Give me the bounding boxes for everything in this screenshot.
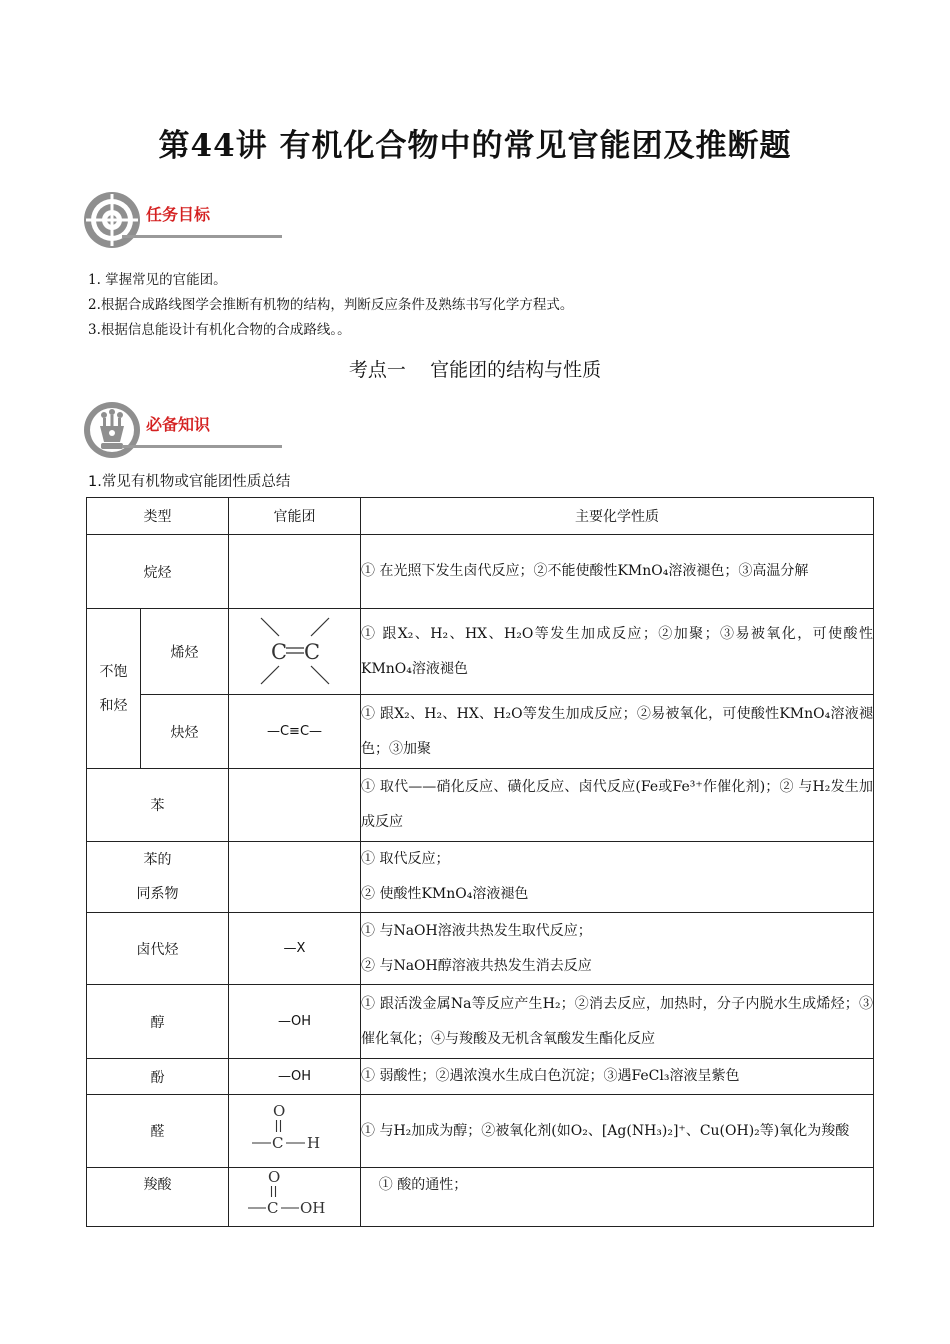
section-rule — [122, 445, 282, 448]
chess-piece-icon — [82, 398, 146, 462]
cell-group — [229, 985, 361, 1059]
cell-type: 卤代烃 — [87, 913, 229, 985]
cell-group — [229, 769, 361, 842]
section-rule — [122, 235, 282, 238]
section-label-goals: 任务目标 — [146, 205, 211, 224]
cell-group — [229, 913, 361, 985]
header-type: 类型 — [87, 498, 229, 535]
table-row — [87, 1168, 874, 1227]
section-header-knowledge — [82, 398, 252, 462]
cell-props: ① 取代反应； ② 使酸性KMnO₄溶液褪色 — [361, 842, 874, 913]
properties-table — [86, 497, 874, 1227]
table-caption: 1.常见有机物或官能团性质总结 — [88, 474, 291, 490]
cell-props: ① 跟X₂、H₂、HX、H₂O等发生加成反应；②易被氧化，可使酸性KMnO₄溶液褪色；③加聚 — [361, 695, 874, 769]
cell-props: ① 跟X₂、H₂、HX、H₂O等发生加成反应；②加聚；③易被氧化，可使酸性KMnO₄溶液褪色 — [361, 609, 874, 695]
carboxylic-acid-structure — [247, 1168, 343, 1222]
goal-item: 3.根据信息能设计有机化合物的合成路线。。 — [88, 322, 351, 338]
table-row — [87, 985, 874, 1059]
acid-oh: OH — [299, 1199, 325, 1217]
cell-group — [229, 842, 361, 913]
header-group: 官能团 — [229, 498, 361, 535]
cell-type: 苯 — [87, 769, 229, 842]
cell-props: ① 跟活泼金属Na等反应产生H₂；②消去反应，加热时，分子内脱水生成烯烃；③催化氧化；④与羧酸及无机含氧酸发生酯化反应 — [361, 985, 874, 1059]
alkene-structure — [245, 610, 345, 690]
goal-item: 1. 掌握常见的官能团。 — [88, 272, 227, 288]
header-props: 主要化学性质 — [361, 498, 874, 535]
group-formula: —OH — [277, 1014, 311, 1029]
aldehyde-structure — [250, 1100, 340, 1158]
table-row — [87, 1095, 874, 1168]
table-row — [87, 1059, 874, 1095]
ald-o: O — [272, 1102, 285, 1120]
table-row — [87, 609, 874, 695]
group-formula: —X — [283, 941, 306, 956]
page-title: 第44讲 有机化合物中的常见官能团及推断题 — [158, 128, 792, 164]
ald-h: H — [306, 1134, 320, 1152]
cell-type: 羧酸 — [87, 1168, 229, 1227]
cell-group-aldehyde — [229, 1095, 361, 1168]
cell-group — [229, 535, 361, 609]
cell-props: ① 弱酸性；②遇浓溴水生成白色沉淀；③遇FeCl₃溶液呈紫色 — [361, 1059, 874, 1095]
section-header-goals — [82, 188, 252, 252]
cell-props: ① 与H₂加成为醇；②被氧化剂(如O₂、[Ag(NH₃)₂]⁺、Cu(OH)₂等)氧化为羧酸 — [361, 1095, 874, 1168]
table-row — [87, 842, 874, 913]
group-formula: —C≡C— — [266, 724, 323, 739]
section-label-knowledge: 必备知识 — [146, 415, 211, 434]
table-row — [87, 913, 874, 985]
cell-type: 烯烃 — [141, 609, 229, 695]
cell-group-alkene — [229, 609, 361, 695]
cell-type: 烷烃 — [87, 535, 229, 609]
cell-group — [229, 695, 361, 769]
ald-c: C — [271, 1134, 283, 1152]
cell-props: ① 取代——硝化反应、磺化反应、卤代反应(Fe或Fe³⁺作催化剂)；② 与H₂发生加成反应 — [361, 769, 874, 842]
goal-item: 2.根据合成路线图学会推断有机物的结构，判断反应条件及熟练书写化学方程式。 — [88, 297, 574, 313]
cell-props: ① 在光照下发生卤代反应；②不能使酸性KMnO₄溶液褪色；③高温分解 — [361, 535, 874, 609]
cell-type: 苯的 同系物 — [87, 842, 229, 913]
section-title-kaodian: 考点一 官能团的结构与性质 — [348, 359, 602, 381]
cell-type: 醛 — [87, 1095, 229, 1168]
cell-type: 醇 — [87, 985, 229, 1059]
cell-group-acid — [229, 1168, 361, 1227]
cell-props: ① 酸的通性； — [361, 1168, 874, 1227]
target-icon — [82, 188, 146, 252]
cell-group-label: 不饱 和烃 — [87, 609, 141, 769]
cell-props: ① 与NaOH溶液共热发生取代反应； ② 与NaOH醇溶液共热发生消去反应 — [361, 913, 874, 985]
group-formula: —OH — [277, 1069, 311, 1084]
goals-list — [88, 268, 573, 343]
table-row — [87, 769, 874, 842]
acid-o: O — [267, 1168, 280, 1186]
alkene-c-right: C — [303, 639, 320, 664]
alkene-c-left: C — [270, 639, 287, 664]
cell-type: 酚 — [87, 1059, 229, 1095]
table-header-row — [87, 498, 874, 535]
table-row — [87, 695, 874, 769]
acid-c: C — [266, 1199, 278, 1217]
cell-type: 炔烃 — [141, 695, 229, 769]
cell-group — [229, 1059, 361, 1095]
table-row — [87, 535, 874, 609]
